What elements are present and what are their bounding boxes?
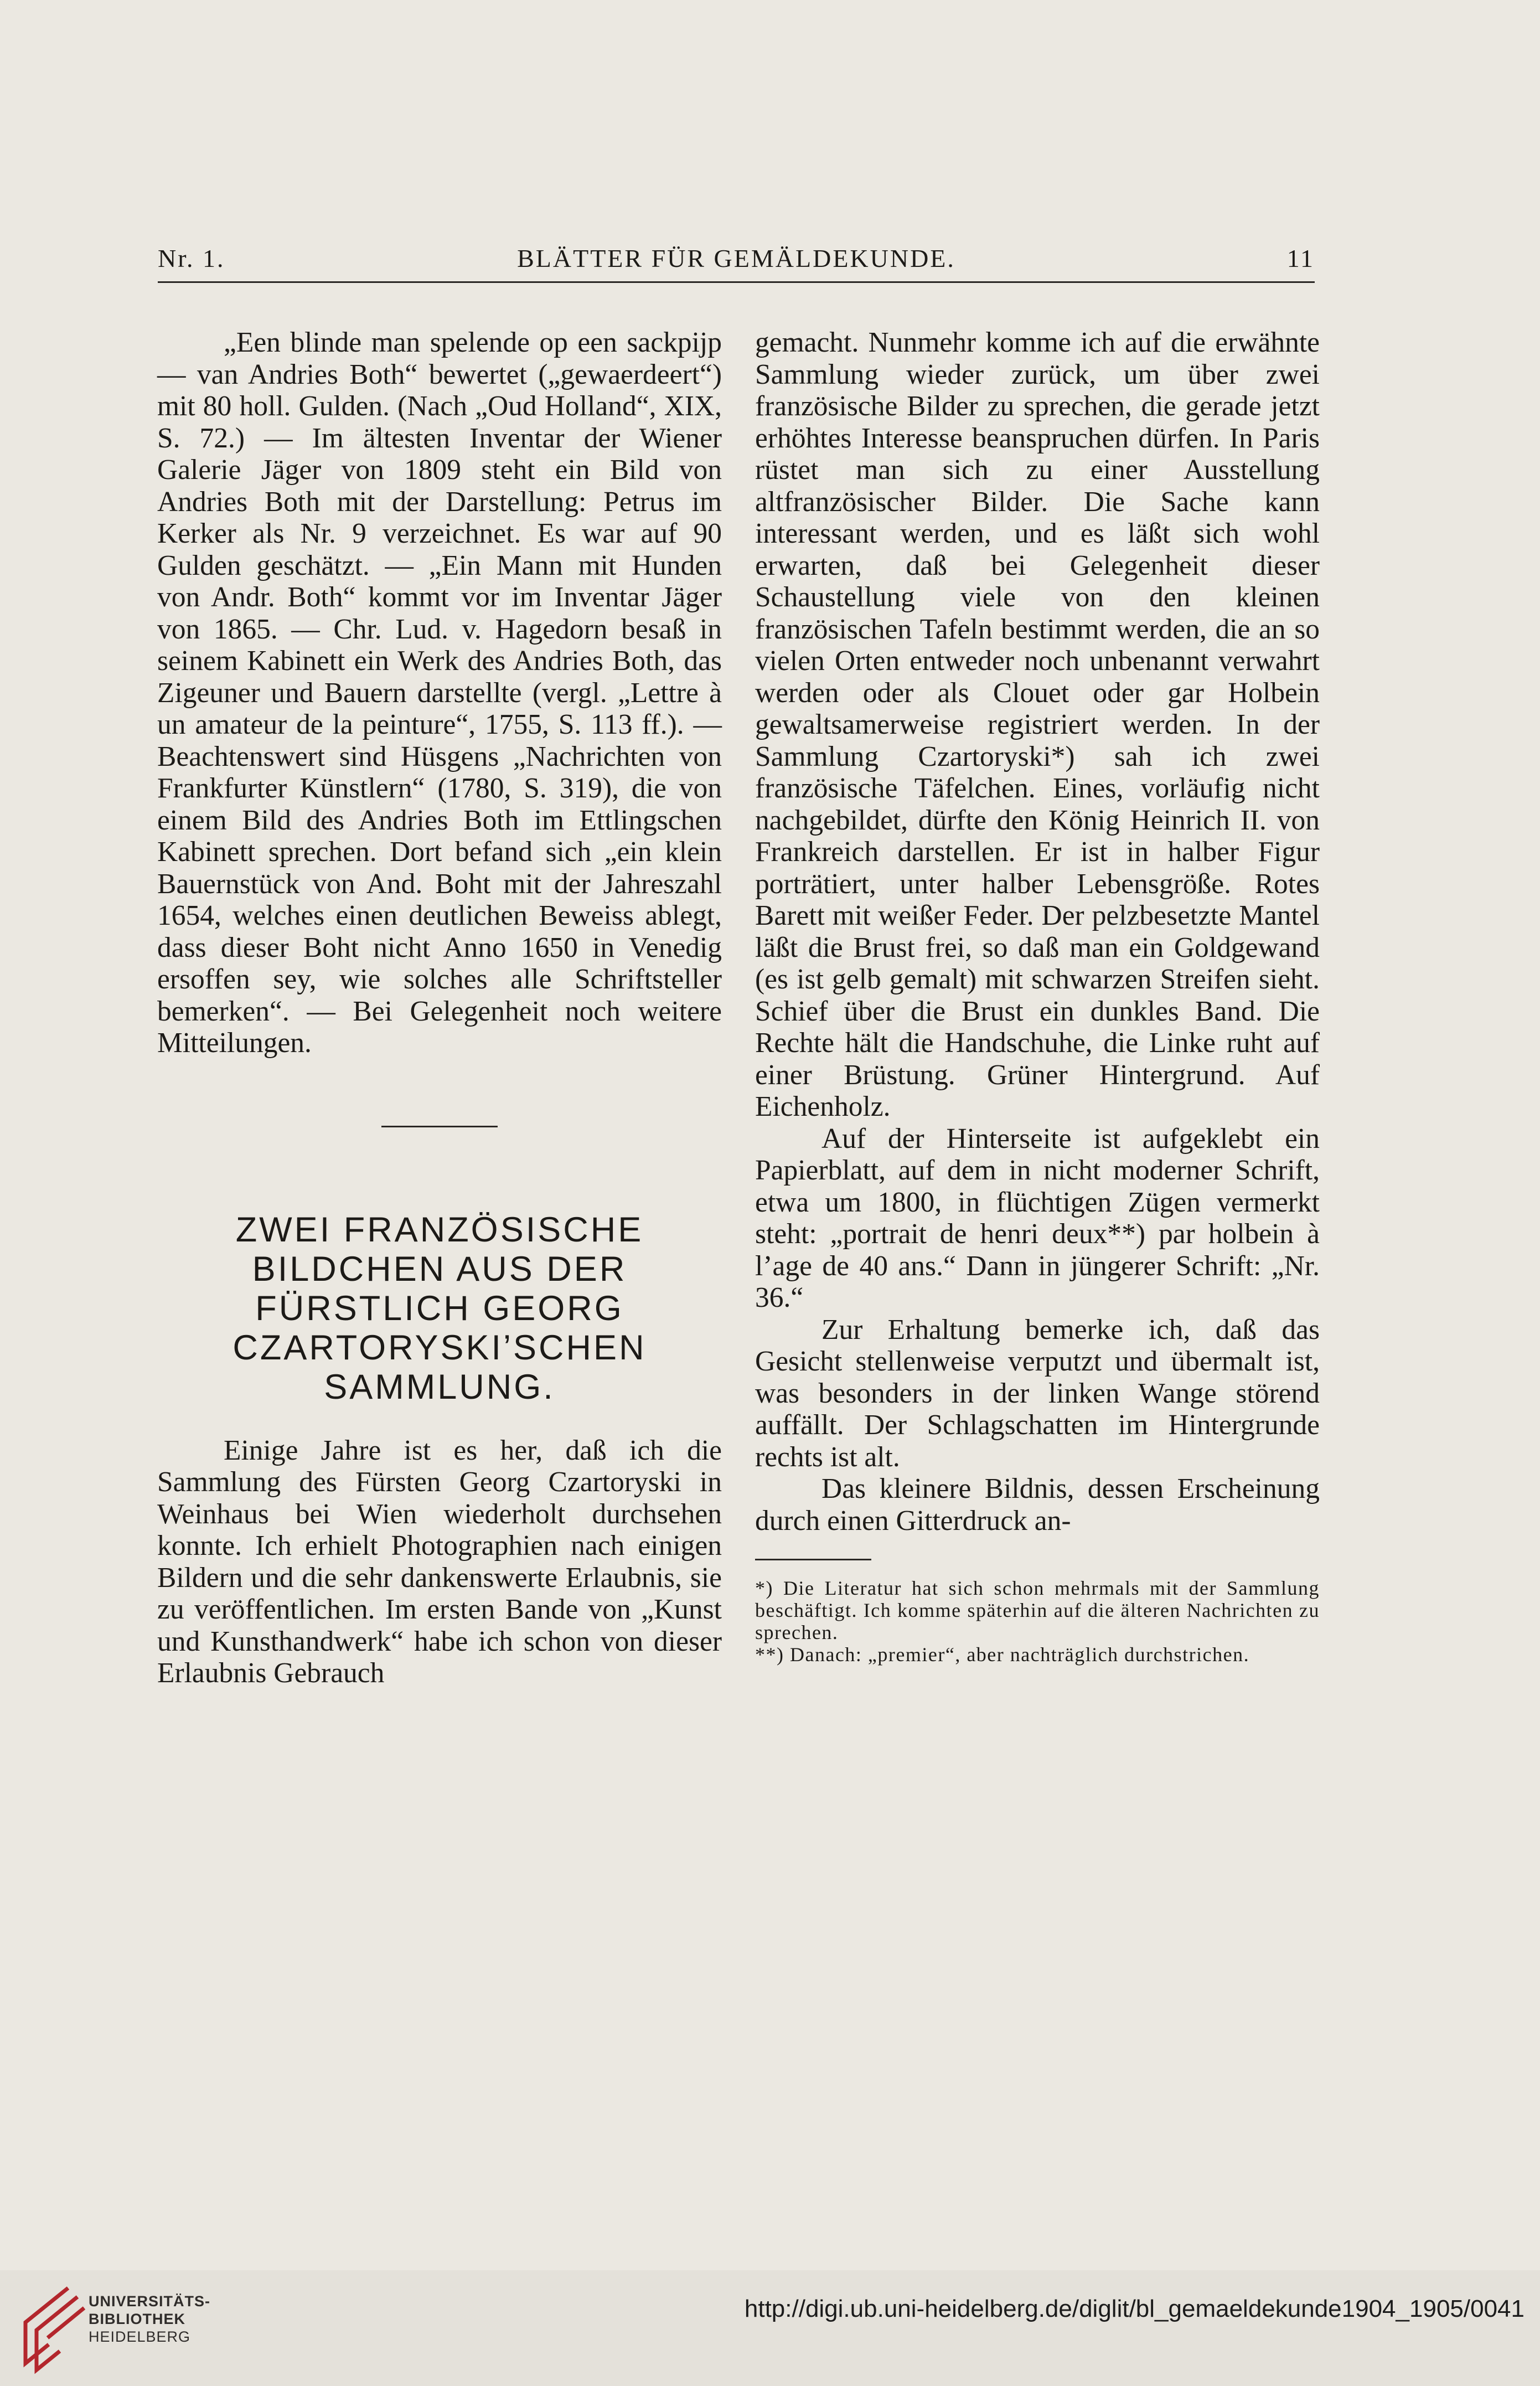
library-name-line: HEIDELBERG	[89, 2328, 191, 2345]
source-url-link[interactable]: http://digi.ub.uni-heidelberg.de/diglit/bl_gemaeldekunde1904_1905/0041	[744, 2295, 1525, 2322]
running-header	[158, 244, 1315, 282]
header-rule	[158, 281, 1315, 283]
library-name-line: UNIVERSITÄTS-	[89, 2293, 211, 2310]
footnote-divider	[755, 1559, 871, 1560]
library-name-line: BIBLIOTHEK	[89, 2311, 185, 2327]
library-name	[89, 2292, 210, 2346]
footer-bar	[0, 2270, 1540, 2386]
right-column	[755, 327, 1320, 1666]
section-divider	[381, 1126, 498, 1127]
page-number: 11	[1286, 244, 1315, 272]
footnote: **) Danach: „premier“, aber nachträglich durchstrichen.	[755, 1643, 1250, 1666]
body-paragraph: Einige Jahre ist es her, daß ich die Sammlung des Fürsten Georg Czartoryski in Weinhaus bei Wien wiederholt durchsehen konnte. Ich erhielt Photographien nach einigen Bildern und die sehr dankenswerte Erlaubnis, sie zu veröffentlichen. Im ersten Bande von „Kunst und Kunsthandwerk“ habe ich schon von dieser Erlaubnis Gebrauch	[157, 1434, 722, 1689]
body-paragraph: Auf der Hinterseite ist aufgeklebt ein Papierblatt, auf dem in nicht moderner Schrift, etwa um 1800, in flüchtigen Zügen vermerkt steht: „portrait de henri deux**) par holbein à l’age de 40 ans.“ Dann in jüngerer Schrift: „Nr. 36.“	[755, 1122, 1320, 1313]
body-paragraph: gemacht. Nunmehr komme ich auf die erwähnte Sammlung wieder zurück, um über zwei französische Bilder zu sprechen, die gerade jetzt erhöhtes Interesse beanspruchen dürfen. In Paris rüstet man sich zu einer Ausstellung altfranzösischer Bilder. Die Sache kann interessant werden, und es läßt sich wohl erwarten, daß bei Gelegenheit dieser Schaustellung viele von den kleinen französischen Tafeln bestimmt werden, die an so vielen Orten entweder noch unbenannt verwahrt werden oder als Clouet oder gar Holbein gewaltsamerweise registriert werden. In der Sammlung Czartoryski*) sah ich zwei französische Täfelchen. Eines, vorläufig nicht nachgebildet, dürfte den König Heinrich II. von Frankreich darstellen. Er ist in halber Figur porträtiert, unter halber Lebensgröße. Rotes Barett mit weißer Feder. Der pelzbesetzte Mantel läßt die Brust frei, so daß man ein Goldgewand (es ist gelb gemalt) mit schwarzen Streifen sieht. Schief über die Brust ein dunkles Band. Die Rechte hält die Handschuhe, die Linke ruht auf einer Brüstung. Grüner Hintergrund. Auf Eichenholz.	[755, 327, 1320, 1122]
article-title: ZWEI FRANZÖSISCHE BILDCHEN AUS DER FÜRSTLICH GEORG CZARTORYSKI’SCHEN SAMMLUNG.	[232, 1210, 647, 1406]
library-logo-icon	[15, 2280, 87, 2377]
left-column	[157, 327, 722, 1689]
issue-number: Nr. 1.	[158, 244, 225, 272]
body-paragraph: Zur Erhaltung bemerke ich, daß das Gesicht stellenweise verputzt und übermalt ist, was besonders in der linken Wange störend auffällt. Der Schlagschatten im Hintergrunde rechts ist alt.	[755, 1313, 1320, 1473]
journal-title: BLÄTTER FÜR GEMÄLDEKUNDE.	[517, 244, 955, 272]
body-paragraph: Das kleinere Bildnis, dessen Erscheinung durch einen Gitterdruck an-	[755, 1473, 1320, 1537]
body-paragraph: „Een blinde man spelende op een sackpijp — van Andries Both“ bewertet („gewaerdeert“) mit 80 holl. Gulden. (Nach „Oud Holland“, XIX, S. 72.) — Im ältesten Inventar der Wiener Galerie Jäger von 1809 steht ein Bild von Andries Both mit der Darstellung: Petrus im Kerker als Nr. 9 verzeichnet. Es war auf 90 Gulden geschätzt. — „Ein Mann mit Hunden von Andr. Both“ kommt vor im Inventar Jäger von 1865. — Chr. Lud. v. Hagedorn besaß in seinem Kabinett ein Werk des Andries Both, das Zigeuner und Bauern darstellte (vergl. „Lettre à un amateur de la peinture“, 1755, S. 113 ff.). — Beachtenswert sind Hüsgens „Nachrichten von Frankfurter Künstlern“ (1780, S. 319), die von einem Bild des Andries Both im Ettlingschen Kabinett sprechen. Dort befand sich „ein klein Bauernstück von And. Boht mit der Jahreszahl 1654, welches einen deutlichen Beweiss ablegt, dass dieser Boht nicht Anno 1650 in Venedig ersoffen sey, wie solches alle Schriftsteller bemerken“. — Bei Gelegenheit noch weitere Mitteilungen.	[157, 327, 722, 1059]
footnote: *) Die Literatur hat sich schon mehrmals mit der Sammlung beschäftigt. Ich komme späterhin auf die älteren Nachrichten zu sprechen.	[755, 1577, 1320, 1643]
